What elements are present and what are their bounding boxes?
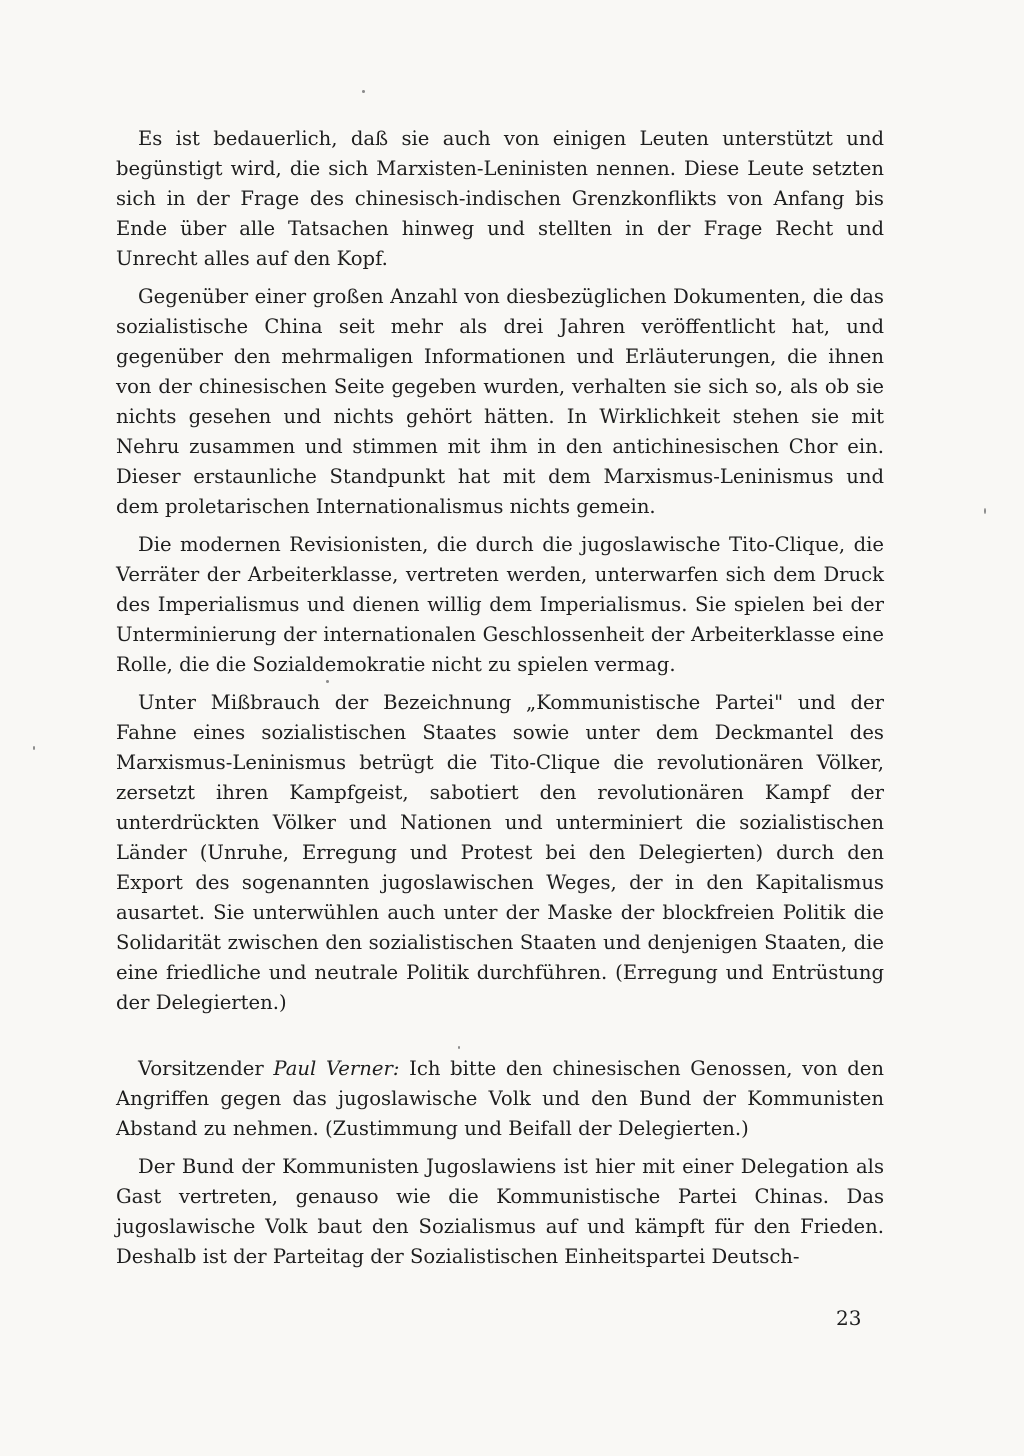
dust-speck xyxy=(458,1046,460,1049)
page-number: 23 xyxy=(836,1306,862,1330)
paragraph-3: Die modernen Revisionisten, die durch die jugoslawische Tito-Clique, die Verräter der Arbeiterklasse, vertreten werden, unterwarfen sich dem Druck des Imperialismus und dienen willig dem Imperialismus. Sie spielen bei der Unterminierung der internationalen Geschlossenheit der Arbeiterklasse eine Rolle, die die Sozialdemokratie nicht zu spielen vermag. xyxy=(116,533,884,676)
dust-speck xyxy=(984,508,986,514)
section-gap xyxy=(116,1018,884,1054)
speaker-name: Paul Verner: xyxy=(273,1057,400,1080)
body-text xyxy=(116,124,884,1272)
paragraph-2: Gegenüber einer großen Anzahl von diesbezüglichen Dokumenten, die das sozialistische China seit mehr als drei Jahren veröffentlicht hat, und gegenüber den mehrmaligen Informationen und Erläuterungen, die ihnen von der chinesischen Seite gegeben wurden, verhalten sie sich so, als ob sie nichts gesehen und nichts gehört hätten. In Wirklichkeit stehen sie mit Nehru zusammen und stimmen mit ihm in den antichinesischen Chor ein. Dieser erstaunliche Standpunkt hat mit dem Marxismus-Leninismus und dem proletarischen Internationalismus nichts gemein. xyxy=(116,285,884,518)
chair-statement xyxy=(116,1054,884,1144)
chair-prefix: Vorsitzender xyxy=(138,1057,274,1080)
paragraph-last: Der Bund der Kommunisten Jugoslawiens ist hier mit einer Delegation als Gast vertreten, genauso wie die Kommunistische Partei Chinas. Das jugoslawische Volk baut den Sozialismus auf und kämpft für den Frieden. Deshalb ist der Parteitag der Sozialistischen Einheitspartei Deutsch- xyxy=(116,1155,884,1268)
dust-speck xyxy=(33,746,35,750)
paragraph-4: Unter Mißbrauch der Bezeichnung „Kommunistische Partei" und der Fahne eines sozialistischen Staates sowie unter dem Deckmantel des Marxismus-Leninismus betrügt die Tito-Clique die revolutionären Völker, zersetzt ihren Kampfgeist, sabotiert den revolutionären Kampf der unterdrückten Völker und Nationen und unterminiert die sozialistischen Länder (Unruhe, Erregung und Protest bei den Delegierten) durch den Export des sogenannten jugoslawischen Weges, der in den Kapitalismus ausartet. Sie unterwühlen auch unter der Maske der blockfreien Politik die Solidarität zwischen den sozialistischen Staaten und denjenigen Staaten, die eine friedliche und neutrale Politik durchführen. (Erregung und Entrüstung der Delegierten.) xyxy=(116,691,884,1014)
dust-speck xyxy=(326,680,329,683)
paragraph-1: Es ist bedauerlich, daß sie auch von einigen Leuten unterstützt und begünstigt wird, die sich Marxisten-Leninisten nennen. Diese Leute setzten sich in der Frage des chinesisch-indischen Grenzkonflikts von Anfang bis Ende über alle Tatsachen hinweg und stellten in der Frage Recht und Unrecht alles auf den Kopf. xyxy=(116,127,884,270)
chair-text: Ich bitte den chinesischen Genossen, von den Angriffen gegen das jugoslawische Volk und den Bund der Kommunisten Abstand zu nehmen. (Zustimmung und Beifall der Delegierten.) xyxy=(116,1057,885,1140)
dust-speck xyxy=(362,90,365,93)
